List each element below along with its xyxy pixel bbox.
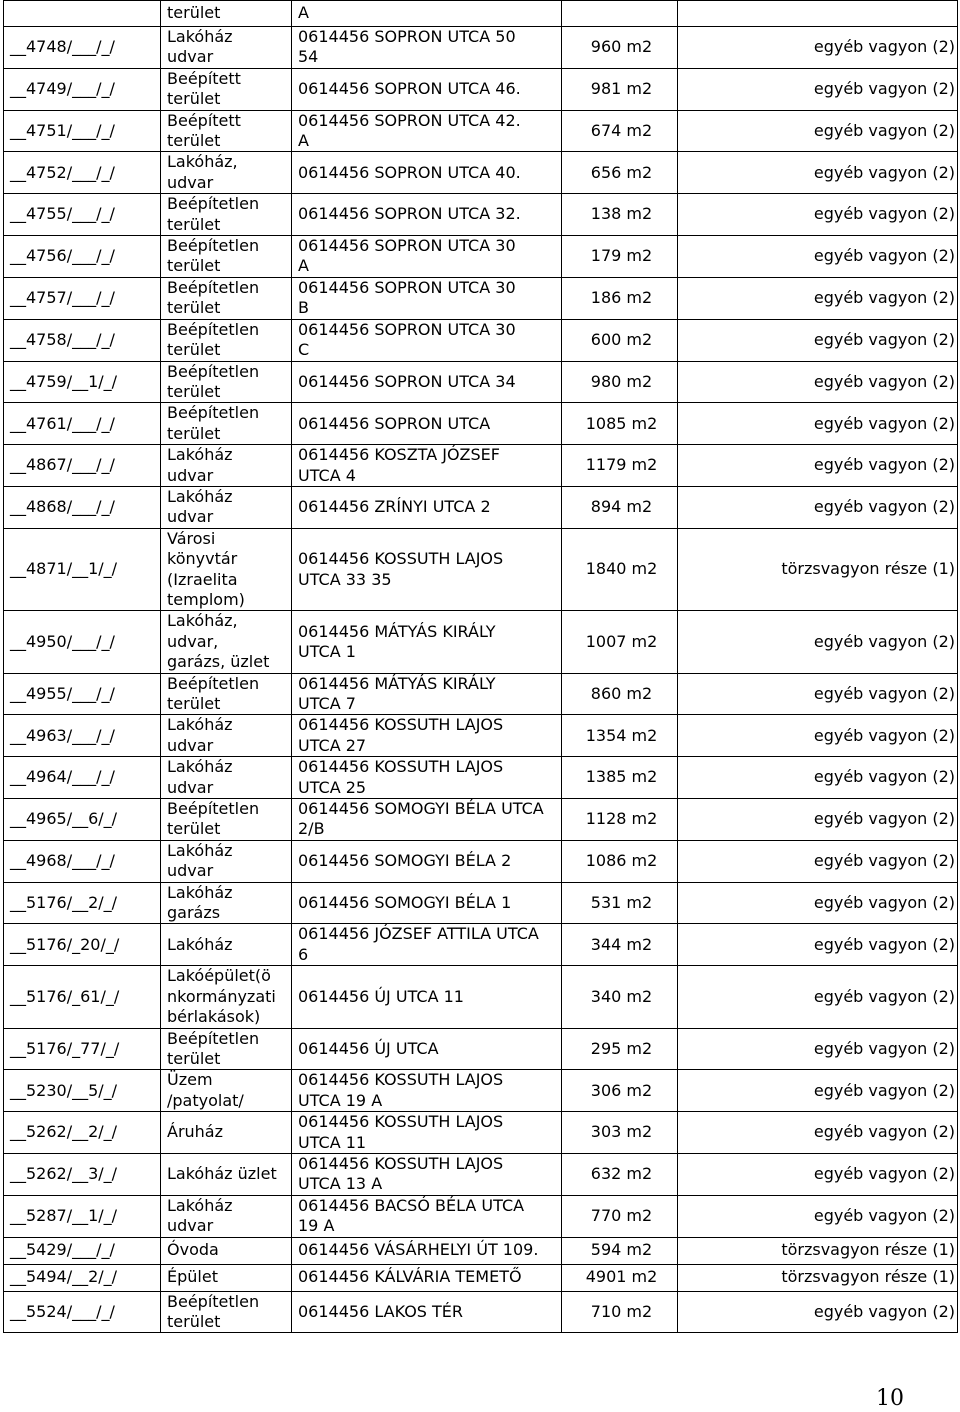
use-cell: Beépítetlen terület xyxy=(161,1291,292,1333)
ownership-cell: egyéb vagyon (2) xyxy=(678,840,958,882)
area-cell: 632 m2 xyxy=(562,1153,678,1195)
address-cell: 0614456 KOSSUTH LAJOS UTCA 25 xyxy=(292,757,562,799)
hrsz-cell: __5230/__5/_/ xyxy=(4,1070,161,1112)
hrsz-cell: __5176/_61/_/ xyxy=(4,966,161,1028)
address-cell: 0614456 LAKOS TÉR xyxy=(292,1291,562,1333)
address-cell: 0614456 MÁTYÁS KIRÁLY UTCA 7 xyxy=(292,673,562,715)
area-cell: 186 m2 xyxy=(562,277,678,319)
address-cell: 0614456 SOPRON UTCA 34 xyxy=(292,361,562,403)
area-cell: 340 m2 xyxy=(562,966,678,1028)
ownership-cell: egyéb vagyon (2) xyxy=(678,1112,958,1154)
use-cell: Lakóház udvar xyxy=(161,715,292,757)
area-cell: 531 m2 xyxy=(562,882,678,924)
address-cell: 0614456 KOSSUTH LAJOS UTCA 27 xyxy=(292,715,562,757)
area-cell: 1385 m2 xyxy=(562,757,678,799)
use-cell: Épület xyxy=(161,1264,292,1291)
hrsz-cell xyxy=(4,1,161,27)
hrsz-cell: __5176/_77/_/ xyxy=(4,1028,161,1070)
hrsz-cell: __4751/___/_/ xyxy=(4,110,161,152)
address-cell: 0614456 SOPRON UTCA 42. A xyxy=(292,110,562,152)
hrsz-cell: __4757/___/_/ xyxy=(4,277,161,319)
table-row xyxy=(4,110,958,152)
table-row xyxy=(4,528,958,611)
ownership-cell: egyéb vagyon (2) xyxy=(678,611,958,673)
hrsz-cell: __4965/__6/_/ xyxy=(4,799,161,841)
table-row xyxy=(4,715,958,757)
use-cell: Beépített terület xyxy=(161,110,292,152)
hrsz-cell: __4752/___/_/ xyxy=(4,152,161,194)
hrsz-cell: __4759/__1/_/ xyxy=(4,361,161,403)
area-cell: 1128 m2 xyxy=(562,799,678,841)
ownership-cell: egyéb vagyon (2) xyxy=(678,1195,958,1237)
area-cell: 770 m2 xyxy=(562,1195,678,1237)
table-row xyxy=(4,236,958,278)
table-row xyxy=(4,1070,958,1112)
address-cell: 0614456 SOPRON UTCA 50 54 xyxy=(292,27,562,69)
ownership-cell: egyéb vagyon (2) xyxy=(678,445,958,487)
use-cell: Lakóház udvar xyxy=(161,840,292,882)
ownership-cell: egyéb vagyon (2) xyxy=(678,799,958,841)
area-cell: 303 m2 xyxy=(562,1112,678,1154)
use-cell: Lakóház, udvar, garázs, üzlet xyxy=(161,611,292,673)
area-cell: 860 m2 xyxy=(562,673,678,715)
table-row xyxy=(4,1264,958,1291)
ownership-cell: egyéb vagyon (2) xyxy=(678,236,958,278)
area-cell: 1007 m2 xyxy=(562,611,678,673)
use-cell: Beépítetlen terület xyxy=(161,403,292,445)
area-cell: 295 m2 xyxy=(562,1028,678,1070)
hrsz-cell: __4963/___/_/ xyxy=(4,715,161,757)
table-row xyxy=(4,882,958,924)
hrsz-cell: __5176/_20/_/ xyxy=(4,924,161,966)
ownership-cell: egyéb vagyon (2) xyxy=(678,715,958,757)
area-cell: 894 m2 xyxy=(562,486,678,528)
address-cell: 0614456 SOMOGYI BÉLA 1 xyxy=(292,882,562,924)
address-cell: 0614456 BACSÓ BÉLA UTCA 19 A xyxy=(292,1195,562,1237)
ownership-cell: egyéb vagyon (2) xyxy=(678,1028,958,1070)
use-cell: Óvoda xyxy=(161,1237,292,1264)
address-cell: 0614456 KOSZTA JÓZSEF UTCA 4 xyxy=(292,445,562,487)
ownership-cell: egyéb vagyon (2) xyxy=(678,757,958,799)
ownership-cell: egyéb vagyon (2) xyxy=(678,486,958,528)
table-row xyxy=(4,27,958,69)
ownership-cell: törzsvagyon része (1) xyxy=(678,1264,958,1291)
ownership-cell: egyéb vagyon (2) xyxy=(678,1291,958,1333)
use-cell: Beépítetlen terület xyxy=(161,673,292,715)
area-cell: 138 m2 xyxy=(562,194,678,236)
area-cell: 1086 m2 xyxy=(562,840,678,882)
table-row xyxy=(4,673,958,715)
table-row xyxy=(4,194,958,236)
use-cell: Lakóépület(ö nkormányzati bérlakások) xyxy=(161,966,292,1028)
ownership-cell: egyéb vagyon (2) xyxy=(678,403,958,445)
address-cell: 0614456 SOPRON UTCA xyxy=(292,403,562,445)
use-cell: Beépített terület xyxy=(161,68,292,110)
area-cell: 4901 m2 xyxy=(562,1264,678,1291)
address-cell: 0614456 ZRÍNYI UTCA 2 xyxy=(292,486,562,528)
table-row xyxy=(4,757,958,799)
area-cell: 594 m2 xyxy=(562,1237,678,1264)
hrsz-cell: __4964/___/_/ xyxy=(4,757,161,799)
use-cell: Beépítetlen terület xyxy=(161,236,292,278)
address-cell: 0614456 KOSSUTH LAJOS UTCA 13 A xyxy=(292,1153,562,1195)
ownership-cell: egyéb vagyon (2) xyxy=(678,319,958,361)
address-cell: A xyxy=(292,1,562,27)
address-cell: 0614456 ÚJ UTCA 11 xyxy=(292,966,562,1028)
area-cell: 656 m2 xyxy=(562,152,678,194)
area-cell: 1085 m2 xyxy=(562,403,678,445)
table-row xyxy=(4,277,958,319)
use-cell: Beépítetlen terület xyxy=(161,1028,292,1070)
address-cell: 0614456 KÁLVÁRIA TEMETŐ xyxy=(292,1264,562,1291)
ownership-cell: egyéb vagyon (2) xyxy=(678,361,958,403)
table-row xyxy=(4,1153,958,1195)
use-cell: Városi könyvtár (Izraelita templom) xyxy=(161,528,292,611)
use-cell: Lakóház udvar xyxy=(161,486,292,528)
address-cell: 0614456 SOPRON UTCA 30 A xyxy=(292,236,562,278)
use-cell: Lakóház garázs xyxy=(161,882,292,924)
hrsz-cell: __5494/__2/_/ xyxy=(4,1264,161,1291)
hrsz-cell: __5262/__3/_/ xyxy=(4,1153,161,1195)
table-row xyxy=(4,924,958,966)
table-row xyxy=(4,611,958,673)
ownership-cell: egyéb vagyon (2) xyxy=(678,110,958,152)
ownership-cell: egyéb vagyon (2) xyxy=(678,68,958,110)
hrsz-cell: __4756/___/_/ xyxy=(4,236,161,278)
address-cell: 0614456 SOMOGYI BÉLA UTCA 2/B xyxy=(292,799,562,841)
address-cell: 0614456 KOSSUTH LAJOS UTCA 19 A xyxy=(292,1070,562,1112)
use-cell: Lakóház udvar xyxy=(161,27,292,69)
table-row xyxy=(4,403,958,445)
hrsz-cell: __4761/___/_/ xyxy=(4,403,161,445)
hrsz-cell: __4868/___/_/ xyxy=(4,486,161,528)
use-cell: Lakóház udvar xyxy=(161,1195,292,1237)
use-cell: terület xyxy=(161,1,292,27)
hrsz-cell: __4748/___/_/ xyxy=(4,27,161,69)
table-row xyxy=(4,1291,958,1333)
area-cell: 600 m2 xyxy=(562,319,678,361)
use-cell: Üzem /patyolat/ xyxy=(161,1070,292,1112)
use-cell: Lakóház udvar xyxy=(161,757,292,799)
use-cell: Beépítetlen terület xyxy=(161,277,292,319)
ownership-cell: egyéb vagyon (2) xyxy=(678,152,958,194)
area-cell: 344 m2 xyxy=(562,924,678,966)
area-cell: 710 m2 xyxy=(562,1291,678,1333)
area-cell: 674 m2 xyxy=(562,110,678,152)
ownership-cell: egyéb vagyon (2) xyxy=(678,194,958,236)
ownership-cell: egyéb vagyon (2) xyxy=(678,673,958,715)
hrsz-cell: __5262/__2/_/ xyxy=(4,1112,161,1154)
use-cell: Lakóház, udvar xyxy=(161,152,292,194)
use-cell: Áruház xyxy=(161,1112,292,1154)
address-cell: 0614456 SOPRON UTCA 32. xyxy=(292,194,562,236)
address-cell: 0614456 VÁSÁRHELYI ÚT 109. xyxy=(292,1237,562,1264)
use-cell: Beépítetlen terület xyxy=(161,799,292,841)
table-row xyxy=(4,445,958,487)
hrsz-cell: __4968/___/_/ xyxy=(4,840,161,882)
table-row xyxy=(4,840,958,882)
hrsz-cell: __5524/___/_/ xyxy=(4,1291,161,1333)
hrsz-cell: __4950/___/_/ xyxy=(4,611,161,673)
address-cell: 0614456 JÓZSEF ATTILA UTCA 6 xyxy=(292,924,562,966)
ownership-cell: egyéb vagyon (2) xyxy=(678,882,958,924)
address-cell: 0614456 ÚJ UTCA xyxy=(292,1028,562,1070)
table-row xyxy=(4,486,958,528)
table-row xyxy=(4,966,958,1028)
table-row xyxy=(4,1028,958,1070)
hrsz-cell: __5429/___/_/ xyxy=(4,1237,161,1264)
address-cell: 0614456 SOPRON UTCA 40. xyxy=(292,152,562,194)
hrsz-cell: __4749/___/_/ xyxy=(4,68,161,110)
ownership-cell: egyéb vagyon (2) xyxy=(678,27,958,69)
ownership-cell: egyéb vagyon (2) xyxy=(678,277,958,319)
area-cell: 1179 m2 xyxy=(562,445,678,487)
table-row xyxy=(4,152,958,194)
use-cell: Lakóház xyxy=(161,924,292,966)
hrsz-cell: __4755/___/_/ xyxy=(4,194,161,236)
table-row xyxy=(4,361,958,403)
address-cell: 0614456 KOSSUTH LAJOS UTCA 33 35 xyxy=(292,528,562,611)
address-cell: 0614456 SOPRON UTCA 46. xyxy=(292,68,562,110)
use-cell: Lakóház udvar xyxy=(161,445,292,487)
area-cell: 306 m2 xyxy=(562,1070,678,1112)
use-cell: Beépítetlen terület xyxy=(161,319,292,361)
page-number: 10 xyxy=(876,1386,904,1411)
hrsz-cell: __4955/___/_/ xyxy=(4,673,161,715)
area-cell: 179 m2 xyxy=(562,236,678,278)
hrsz-cell: __4867/___/_/ xyxy=(4,445,161,487)
table-row xyxy=(4,799,958,841)
table-row xyxy=(4,1195,958,1237)
table-row xyxy=(4,319,958,361)
use-cell: Beépítetlen terület xyxy=(161,194,292,236)
area-cell xyxy=(562,1,678,27)
hrsz-cell: __5176/__2/_/ xyxy=(4,882,161,924)
area-cell: 1354 m2 xyxy=(562,715,678,757)
ownership-cell xyxy=(678,1,958,27)
ownership-cell: törzsvagyon része (1) xyxy=(678,528,958,611)
property-register-table xyxy=(3,0,958,1333)
hrsz-cell: __4871/__1/_/ xyxy=(4,528,161,611)
address-cell: 0614456 SOPRON UTCA 30 C xyxy=(292,319,562,361)
table-row xyxy=(4,1112,958,1154)
area-cell: 960 m2 xyxy=(562,27,678,69)
ownership-cell: egyéb vagyon (2) xyxy=(678,924,958,966)
hrsz-cell: __4758/___/_/ xyxy=(4,319,161,361)
table-row xyxy=(4,68,958,110)
ownership-cell: egyéb vagyon (2) xyxy=(678,1153,958,1195)
table-row xyxy=(4,1237,958,1264)
area-cell: 981 m2 xyxy=(562,68,678,110)
address-cell: 0614456 KOSSUTH LAJOS UTCA 11 xyxy=(292,1112,562,1154)
ownership-cell: egyéb vagyon (2) xyxy=(678,966,958,1028)
address-cell: 0614456 SOPRON UTCA 30 B xyxy=(292,277,562,319)
area-cell: 980 m2 xyxy=(562,361,678,403)
address-cell: 0614456 MÁTYÁS KIRÁLY UTCA 1 xyxy=(292,611,562,673)
ownership-cell: egyéb vagyon (2) xyxy=(678,1070,958,1112)
ownership-cell: törzsvagyon része (1) xyxy=(678,1237,958,1264)
hrsz-cell: __5287/__1/_/ xyxy=(4,1195,161,1237)
use-cell: Beépítetlen terület xyxy=(161,361,292,403)
use-cell: Lakóház üzlet xyxy=(161,1153,292,1195)
address-cell: 0614456 SOMOGYI BÉLA 2 xyxy=(292,840,562,882)
table-row-top xyxy=(4,1,958,27)
area-cell: 1840 m2 xyxy=(562,528,678,611)
